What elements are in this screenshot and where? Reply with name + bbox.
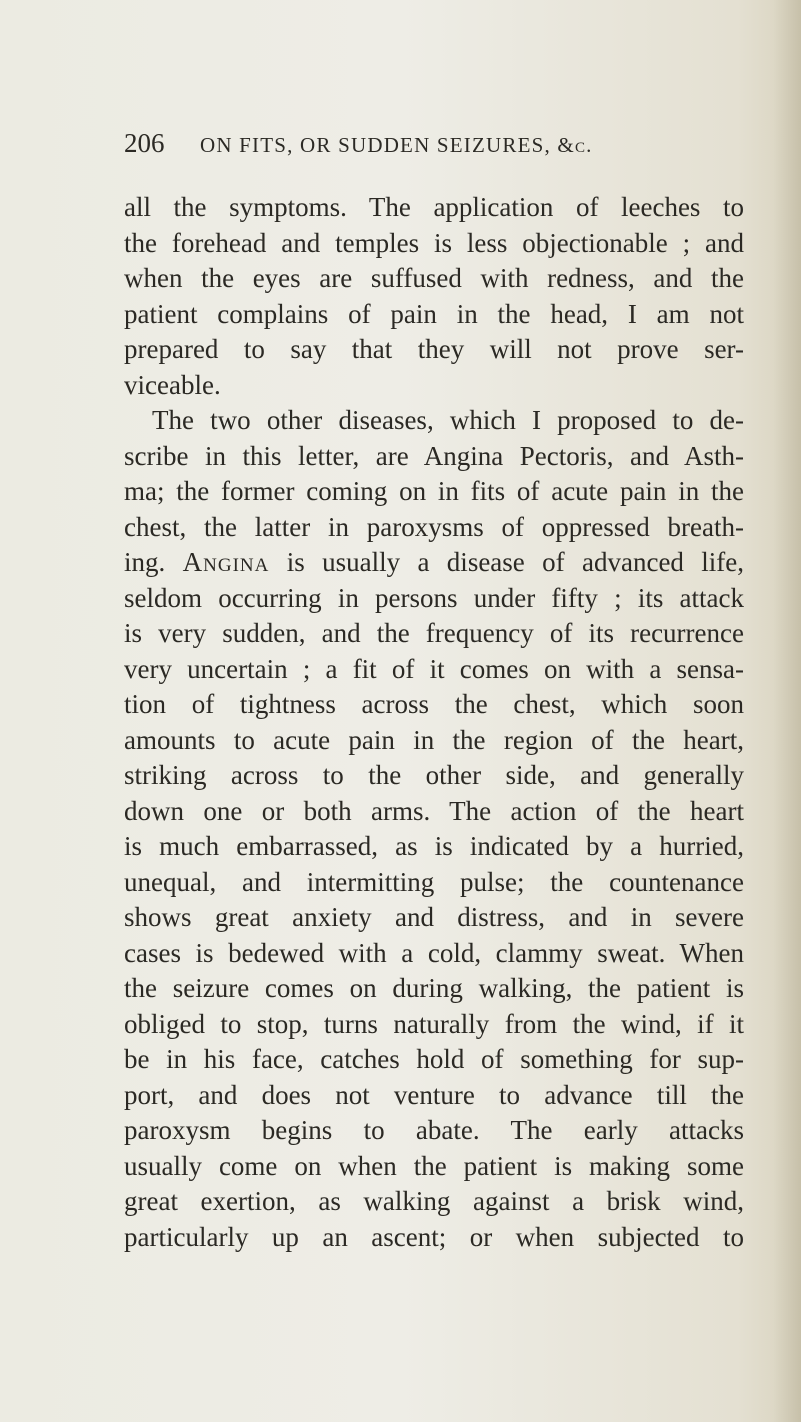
text-line: the seizure comes on during walking, the patient is <box>124 973 744 1003</box>
text-line: unequal, and intermitting pulse; the countenance <box>124 866 744 897</box>
text-line: very uncertain ; a fit of it comes on with a sensa- <box>124 653 744 684</box>
body-text <box>124 190 744 1255</box>
text-line-mixed <box>124 545 744 581</box>
text-fragment: ing. <box>124 547 166 577</box>
text-line: The two other diseases, which I proposed to de- <box>152 405 744 435</box>
text-line: obliged to stop, turns naturally from the wind, if it <box>124 1008 744 1039</box>
text-line: down one or both arms. The action of the heart <box>124 795 744 826</box>
page-number: 206 <box>124 128 165 158</box>
text-line: tion of tightness across the chest, which soon <box>124 689 744 719</box>
page-header <box>124 128 744 162</box>
text-line: viceable. <box>124 369 221 400</box>
text-line: striking across to the other side, and generally <box>124 760 744 790</box>
text-line: great exertion, as walking against a brisk wind, <box>124 1186 744 1216</box>
text-line: patient complains of pain in the head, I am not <box>124 298 744 329</box>
text-line: is very sudden, and the frequency of its recurrence <box>124 618 744 648</box>
text-line: chest, the latter in paroxysms of oppressed breath- <box>124 511 744 542</box>
text-fragment: is usually a disease of advanced life, <box>286 547 745 577</box>
text-line: paroxysm begins to abate. The early attacks <box>124 1115 744 1145</box>
running-head: ON FITS, OR SUDDEN SEIZURES, &c. <box>200 133 593 157</box>
page-edge-shadow <box>773 0 801 1422</box>
text-line: seldom occurring in persons under fifty ; its attack <box>124 582 744 613</box>
text-line: all the symptoms. The application of leeches to <box>124 192 744 222</box>
small-caps-term: Angina <box>182 547 270 577</box>
text-line: particularly up an ascent; or when subjected to <box>124 1221 744 1252</box>
text-line: cases is bedewed with a cold, clammy sweat. When <box>124 937 744 968</box>
text-line: shows great anxiety and distress, and in severe <box>124 902 744 932</box>
text-line: when the eyes are suffused with redness, and the <box>124 263 744 293</box>
text-line: usually come on when the patient is making some <box>124 1150 744 1181</box>
text-line: the forehead and temples is less objectionable ; and <box>124 227 744 258</box>
text-line: is much embarrassed, as is indicated by a hurried, <box>124 831 744 861</box>
text-line: ma; the former coming on in fits of acute pain in the <box>124 476 744 506</box>
text-line: be in his face, catches hold of something for sup- <box>124 1044 744 1074</box>
text-line: scribe in this letter, are Angina Pectoris, and Asth- <box>124 440 744 471</box>
text-line: amounts to acute pain in the region of the heart, <box>124 724 744 755</box>
text-line: port, and does not venture to advance till the <box>124 1079 744 1110</box>
text-line: prepared to say that they will not prove ser- <box>124 334 744 364</box>
